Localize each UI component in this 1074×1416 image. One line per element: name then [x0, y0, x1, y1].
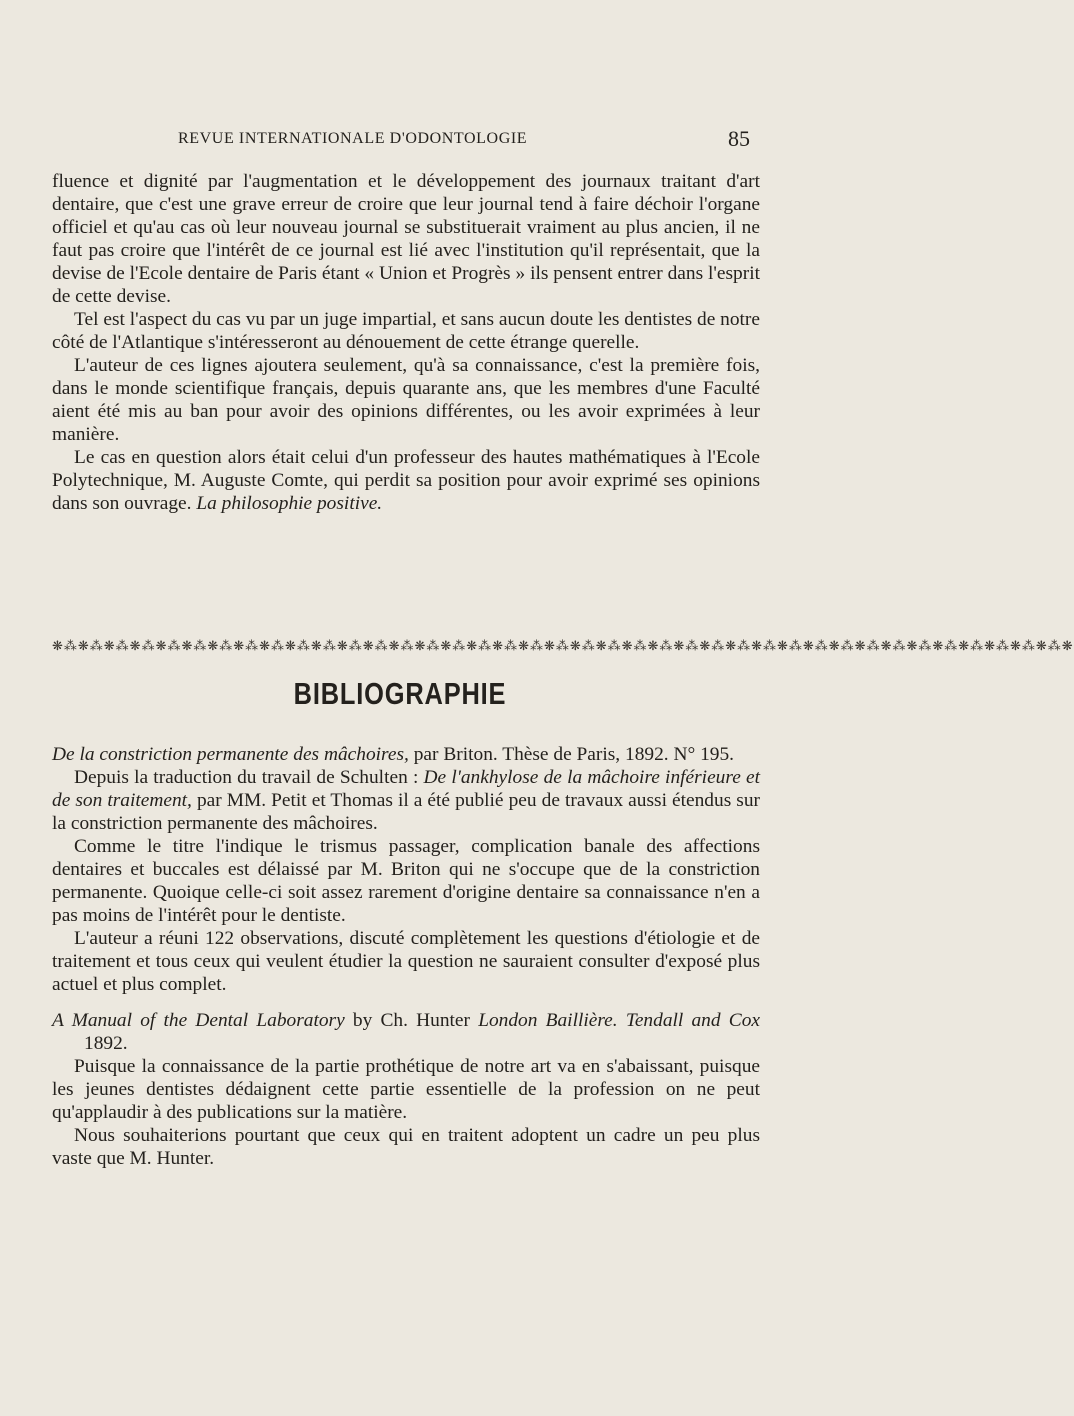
review-paragraph: Comme le titre l'indique le trismus passager, complication banale des affections dentaires et buccales est délaissé par M. Briton qui ne s'occupe que de la constriction permanente. Quoique celle-ci soit assez rarement d'origine dentaire sa connaissance n'en a pas moins de l'intérêt pour le dentiste.	[52, 836, 760, 926]
page-number: 85	[728, 126, 750, 151]
paragraph: fluence et dignité par l'augmentation et le développement des journaux traitant d'art dentaire, que c'est une grave erreur de croire que leur journal tend à faire déchoir l'organe officiel et qu'au cas où leur nouveau journal se substituerait vraiment au plus ancien, il ne faut pas croire que l'intérêt de ce journal est lié avec l'institution qu'il représentait, que la devise de l'Ecole dentaire de Paris étant « Union et Progrès » ils pensent entrer dans l'esprit de cette devise.	[52, 171, 760, 307]
ornamental-divider: ❋⁂❋⁂❋⁂❋⁂❋⁂❋⁂❋⁂❋⁂❋⁂❋⁂❋⁂❋⁂❋⁂❋⁂❋⁂❋⁂❋⁂❋⁂❋⁂❋⁂❋⁂❋⁂❋⁂❋⁂❋⁂❋⁂❋⁂❋⁂❋⁂❋⁂❋⁂❋⁂❋⁂❋⁂❋⁂❋⁂❋⁂❋⁂❋⁂❋	[52, 639, 1074, 654]
paragraph: Tel est l'aspect du cas vu par un juge impartial, et sans aucun doute les dentistes de notre côté de l'Atlantique s'intéresseront au dénouement de cette étrange querelle.	[52, 309, 760, 353]
entry-title: De la constriction permanente des mâchoires,	[52, 744, 409, 765]
entry-author: by Ch. Hunter	[344, 1010, 479, 1031]
review-text: par MM. Petit et Thomas il a été publié peu de travaux aussi étendus sur la constriction permanente des mâchoires.	[52, 790, 760, 834]
work-title: La philosophie positive.	[196, 493, 383, 514]
entry-year: 1892.	[84, 1033, 128, 1054]
cited-work: De l'ankhylose de la mâchoire inférieure et de son traitement,	[52, 767, 760, 811]
review-paragraph: Puisque la connaissance de la partie prothétique de notre art va en s'abaissant, puisque les jeunes dentistes dédaignent cette partie essentielle de la profession on ne peut qu'applaudir à des publications sur la matière.	[52, 1056, 760, 1123]
review-paragraph	[52, 766, 760, 835]
bibliography-entry-title	[52, 1009, 760, 1055]
running-head	[178, 126, 750, 151]
review-paragraph: Nous souhaiterions pourtant que ceux qui en traitent adoptent un cadre un peu plus vaste que M. Hunter.	[52, 1125, 760, 1169]
paragraph: L'auteur de ces lignes ajoutera seulement, qu'à sa connaissance, c'est la première fois, dans le monde scientifique français, depuis quarante ans, que les membres d'une Faculté aient été mis au ban pour avoir des opinions différentes, ou les avoir exprimées à leur manière.	[52, 355, 760, 445]
paragraph-text: Le cas en question alors était celui d'un professeur des hautes mathématiques à l'Ecole Polytechnique, M. Auguste Comte, qui perdit sa position pour avoir exprimé ses opinions dans son ouvrage.	[52, 447, 760, 514]
review-text: Depuis la traduction du travail de Schulten :	[74, 767, 424, 788]
running-title: REVUE INTERNATIONALE D'ODONTOLOGIE	[178, 130, 528, 147]
paragraph-last	[52, 446, 760, 515]
review-paragraph: L'auteur a réuni 122 observations, discuté complètement les questions d'étiologie et de traitement et tous ceux qui veulent étudier la question ne sauraient consulter d'exposé plus actuel et plus complet.	[52, 928, 760, 995]
entry-citation: par Briton. Thèse de Paris, 1892. N° 195.	[408, 744, 735, 765]
article-continuation	[52, 170, 760, 515]
section-heading: BIBLIOGRAPHIE	[293, 676, 507, 711]
entry-title: A Manual of the Dental Laboratory	[52, 1010, 345, 1031]
bibliography-section	[52, 743, 760, 1170]
bibliography-entry-title	[52, 743, 760, 766]
entry-publisher: London Baillière. Tendall and Cox	[478, 1010, 760, 1031]
